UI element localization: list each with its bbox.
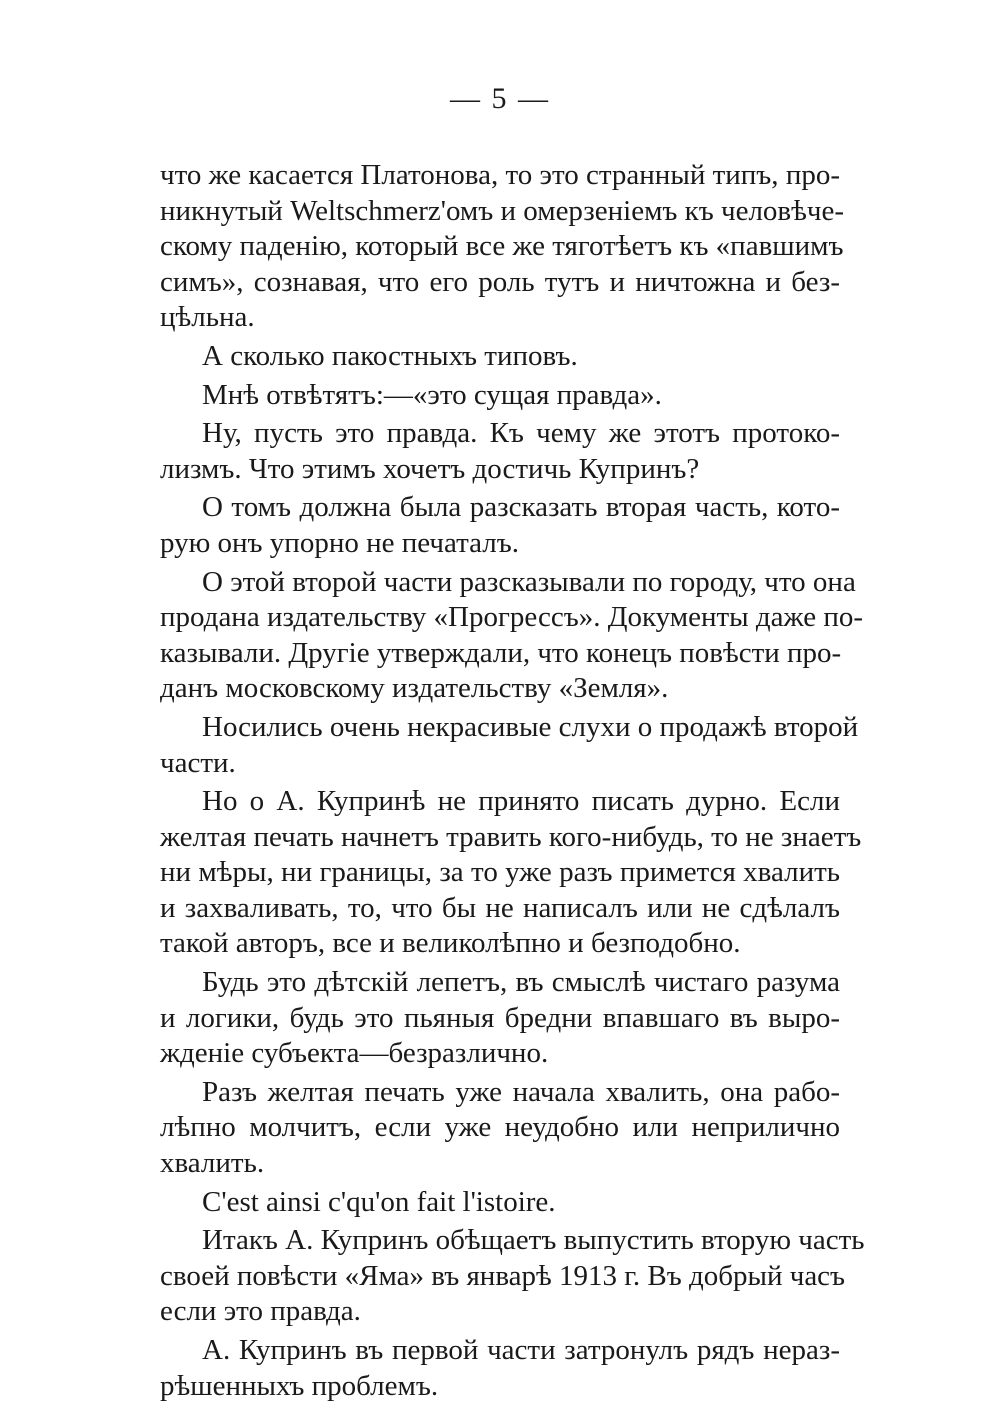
text-line: лѣпно молчитъ, если уже неудобно или неприлично [160, 1111, 840, 1144]
body-text [160, 158, 865, 1404]
text-line: О этой второй части разсказывали по городу, что она [202, 565, 856, 598]
text-line: продана издательству «Прогрессъ». Документы даже по- [160, 601, 863, 634]
text-line: такой авторъ, все и великолѣпно и безподобно. [160, 927, 741, 960]
text-line: своей повѣсти «Яма» въ январѣ 1913 г. Въ добрый часъ [160, 1259, 846, 1292]
text-line: и логики, будь это пьяныя бредни впавшаго въ выро- [160, 1001, 840, 1034]
text-line: и захваливать, то, что бы не написалъ или не сдѣлалъ [160, 891, 840, 924]
text-line: жденiе субъекта—безразлично. [160, 1037, 549, 1070]
text-line: казывали. Другiе утверждали, что конецъ повѣсти про- [160, 636, 842, 669]
text-line: хвалить. [160, 1147, 265, 1180]
text-line: что же касается Платонова, то это странный типъ, про- [160, 159, 840, 191]
text-line: рую онъ упорно не печаталъ. [160, 526, 519, 559]
text-line: части. [160, 746, 236, 779]
text-line: Ну, пусть это правда. Къ чему же этотъ протоко- [202, 417, 840, 450]
text-line: C'est ainsi c'qu'on fait l'istoire. [202, 1185, 556, 1218]
text-line: если это правда. [160, 1295, 361, 1328]
text-line: симъ», сознавая, что его роль тутъ и ничтожна и без- [160, 265, 840, 298]
text-line: О томъ должна была разсказать вторая часть, кото- [202, 491, 840, 524]
text-line: ни мѣры, ни границы, за то уже разъ примется хвалить [160, 856, 840, 889]
text-line: Будь это дѣтскiй лепетъ, въ смыслѣ чистаго разума [202, 966, 840, 999]
text-line: лизмъ. Что этимъ хочетъ достичь Купринъ? [160, 452, 700, 485]
text-line: Но о А. Купринѣ не принято писать дурно. Если [202, 785, 840, 818]
text-line: Разъ желтая печать уже начала хвалить, она рабо- [202, 1075, 840, 1108]
text-line: Носились очень некрасивые слухи о продажѣ второй [202, 710, 859, 743]
page-number: — 5 — [450, 82, 550, 115]
text-line: А сколько пакостныхъ типовъ. [202, 339, 578, 372]
text-line: скому паденiю, который все же тяготѣетъ къ «павшимъ [160, 230, 844, 263]
text-line: данъ московскому издательству «Земля». [160, 672, 669, 705]
text-line: рѣшенныхъ проблемъ. [160, 1369, 439, 1402]
text-line: желтая печать начнетъ травить кого-нибудь, то не знаетъ [160, 820, 862, 853]
text-line: никнутый Weltschmerz'омъ и омерзенiемъ къ человѣче- [160, 194, 844, 227]
text-line: А. Купринъ въ первой части затронулъ рядъ нераз- [202, 1334, 840, 1366]
text-line: Итакъ А. Купринъ обѣщаетъ выпустить вторую часть [202, 1224, 865, 1257]
text-line: цѣльна. [160, 301, 255, 334]
text-line: Мнѣ отвѣтятъ:—«это сущая правда». [202, 378, 662, 411]
